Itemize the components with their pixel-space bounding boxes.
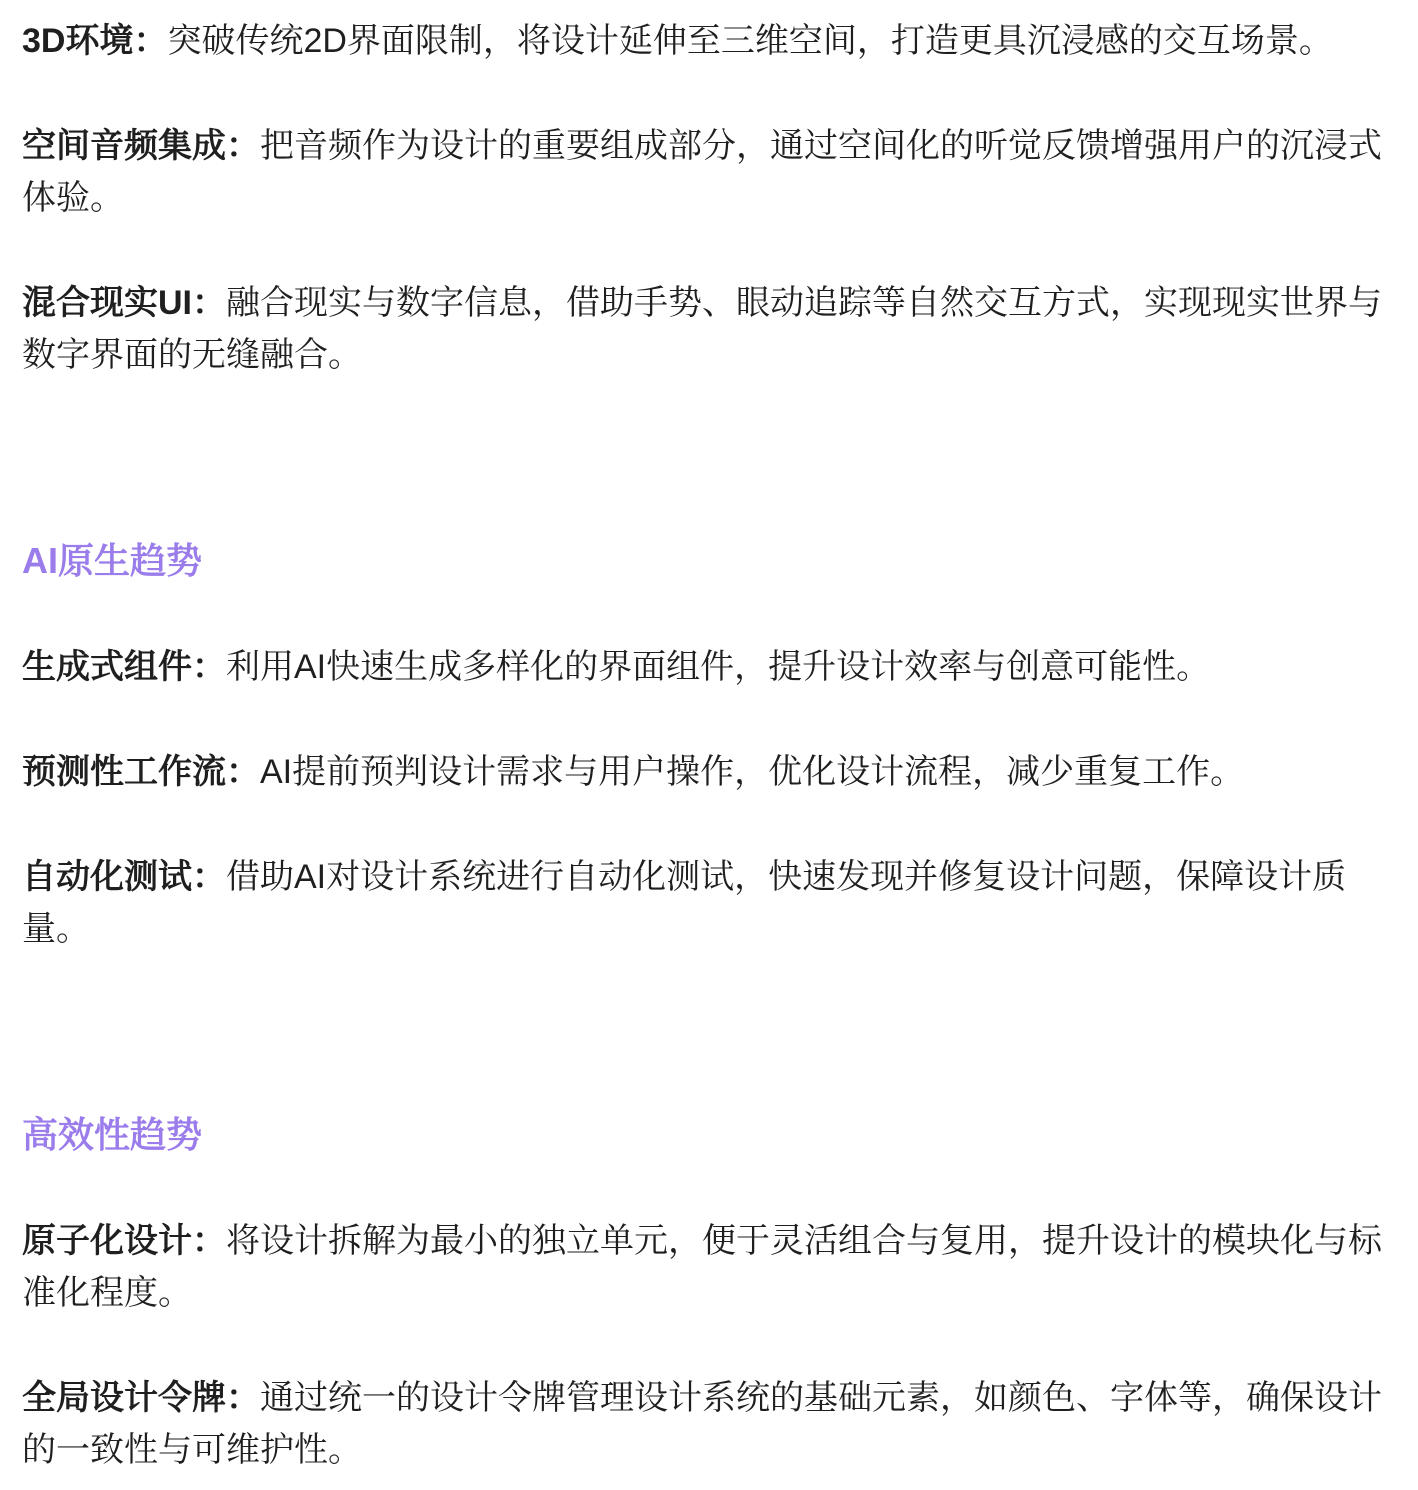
paragraph-text: 把音频作为设计的重要组成部分，通过空间化的听觉反馈增强用户的沉浸式体验。 bbox=[22, 127, 1382, 217]
paragraph-automated-testing bbox=[22, 851, 1396, 955]
paragraph-text: 突破传统2D界面限制，将设计延伸至三维空间，打造更具沉浸感的交互场景。 bbox=[167, 22, 1333, 60]
paragraph-text: 借助AI对设计系统进行自动化测试，快速发现并修复设计问题，保障设计质量。 bbox=[22, 858, 1347, 948]
term-label: 生成式组件： bbox=[22, 648, 226, 686]
paragraph-mixed-reality-ui bbox=[22, 277, 1396, 381]
paragraph-atomic-design bbox=[22, 1215, 1396, 1319]
section-efficiency-trends bbox=[22, 1113, 1396, 1476]
term-label: 全局设计令牌： bbox=[22, 1379, 260, 1417]
term-label: 3D环境： bbox=[22, 22, 168, 60]
section-heading-ai-native: AI原生趋势 bbox=[22, 540, 203, 581]
paragraph-global-design-tokens bbox=[22, 1372, 1396, 1476]
section-ai-native-trends bbox=[22, 539, 1396, 955]
paragraph-generative-components bbox=[22, 641, 1396, 693]
paragraph-text: AI提前预判设计需求与用户操作，优化设计流程，减少重复工作。 bbox=[260, 753, 1245, 791]
term-label: 原子化设计： bbox=[22, 1222, 226, 1260]
paragraph-3d-environment bbox=[22, 15, 1396, 67]
term-label: 自动化测试： bbox=[22, 858, 226, 896]
paragraph-spatial-audio bbox=[22, 120, 1396, 224]
section-heading-efficiency: 高效性趋势 bbox=[22, 1114, 203, 1155]
paragraph-text: 将设计拆解为最小的独立单元，便于灵活组合与复用，提升设计的模块化与标准化程度。 bbox=[22, 1222, 1382, 1312]
term-label: 预测性工作流： bbox=[22, 753, 260, 791]
section-immersive-trends bbox=[22, 15, 1396, 381]
paragraph-text: 通过统一的设计令牌管理设计系统的基础元素，如颜色、字体等，确保设计的一致性与可维护性。 bbox=[22, 1379, 1382, 1469]
term-label: 空间音频集成： bbox=[22, 127, 260, 165]
term-label: 混合现实UI： bbox=[22, 284, 226, 322]
paragraph-text: 利用AI快速生成多样化的界面组件，提升设计效率与创意可能性。 bbox=[226, 648, 1211, 686]
paragraph-predictive-workflow bbox=[22, 746, 1396, 798]
paragraph-text: 融合现实与数字信息，借助手势、眼动追踪等自然交互方式，实现现实世界与数字界面的无缝融合。 bbox=[22, 284, 1382, 374]
